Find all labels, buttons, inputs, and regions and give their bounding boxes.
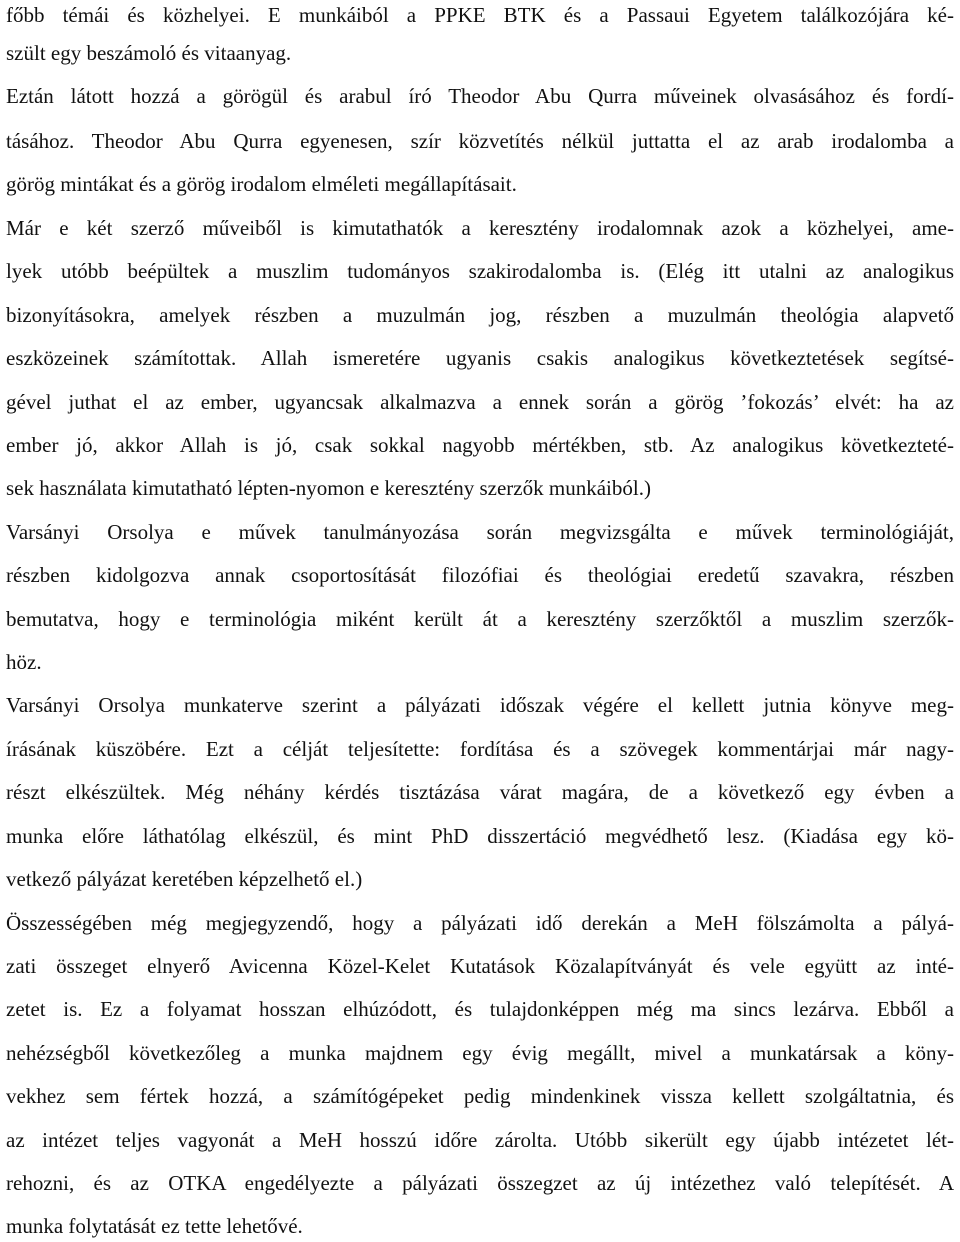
text-line: tásához. Theodor Abu Qurra egyenesen, szír közvetítés nélkül juttatta el az arab irodalomba a [6,129,954,153]
text-line: lyek utóbb beépültek a muszlim tudományos szakirodalomba is. (Elég itt utalni az analogikus [6,259,954,283]
text-line: rehozni, és az OTKA engedélyezte a pályázati összegzet az új intézethez való telepítését. A [6,1171,954,1195]
text-line: vetkező pályázat keretében képzelhető el.) [6,867,363,891]
text-line: az intézet teljes vagyonát a MeH hosszú időre zárolta. Utóbb sikerült egy újabb intézetet lét- [6,1128,954,1152]
text-line: bemutatva, hogy e terminológia miként került át a keresztény szerzőktől a muszlim szerzők- [6,607,954,631]
text-line: írásának küszöbére. Ezt a célját teljesítette: fordítása és a szövegek kommentárjai már nagy- [6,737,954,761]
text-line: nehézségből következőleg a munka majdnem egy évig megállt, mivel a munkatársak a köny- [6,1041,954,1065]
text-line: gével juthat el az ember, ugyancsak alkalmazva a ennek során a görög ’fokozás’ elvét: ha az [6,390,954,414]
text-line: zati összeget elnyerő Avicenna Közel-Kelet Kutatások Közalapítványát és vele együtt az inté- [6,954,954,978]
text-line: részben kidolgozva annak csoportosítását filozófiai és theológiai eredetű szavakra, részben [6,563,954,587]
text-line: szült egy beszámoló és vitaanyag. [6,41,292,65]
text-line: ember jó, akkor Allah is jó, csak sokkal nagyobb mértékben, stb. Az analogikus következteté- [6,433,954,457]
text-line: görög mintákat és a görög irodalom elméleti megállapításait. [6,172,517,196]
text-line: Összességében még megjegyzendő, hogy a pályázati idő derekán a MeH fölszámolta a pályá- [6,911,954,935]
text-line: munka folytatását ez tette lehetővé. [6,1214,303,1238]
text-line: főbb témái és közhelyei. E munkáiból a PPKE BTK és a Passaui Egyetem találkozójára ké- [6,3,954,27]
text-line: sek használata kimutatható lépten-nyomon e keresztény szerzők munkáiból.) [6,476,651,500]
text-line: Varsányi Orsolya e művek tanulmányozása során megvizsgálta e művek terminológiáját, [6,520,954,544]
text-line: zetet is. Ez a folyamat hosszan elhúzódott, és tulajdonképpen még ma sincs lezárva. Ebből a [6,997,954,1021]
text-line: Varsányi Orsolya munkaterve szerint a pályázati időszak végére el kellett jutnia könyve meg- [6,693,954,717]
text-line: Eztán látott hozzá a görögül és arabul író Theodor Abu Qurra műveinek olvasásához és fordí- [6,84,954,108]
text-line: részt elkészültek. Még néhány kérdés tisztázása várat magára, de a következő egy évben a [6,780,954,804]
text-line: bizonyításokra, amelyek részben a muzulmán jog, részben a muzulmán theológia alapvető [6,303,954,327]
text-line: eszközeinek számítottak. Allah ismeretére ugyanis csakis analogikus következtetések segítsé- [6,346,954,370]
text-line: munka előre láthatólag elkészül, és mint PhD disszertáció megvédhető lesz. (Kiadása egy kö- [6,824,954,848]
text-line: vekhez sem fértek hozzá, a számítógépeket pedig mindenkinek vissza kellett szolgáltatnia, és [6,1084,954,1108]
text-line: höz. [6,650,42,674]
text-line: Már e két szerző műveiből is kimutathatók a keresztény irodalomnak azok a közhelyei, ame- [6,216,954,240]
